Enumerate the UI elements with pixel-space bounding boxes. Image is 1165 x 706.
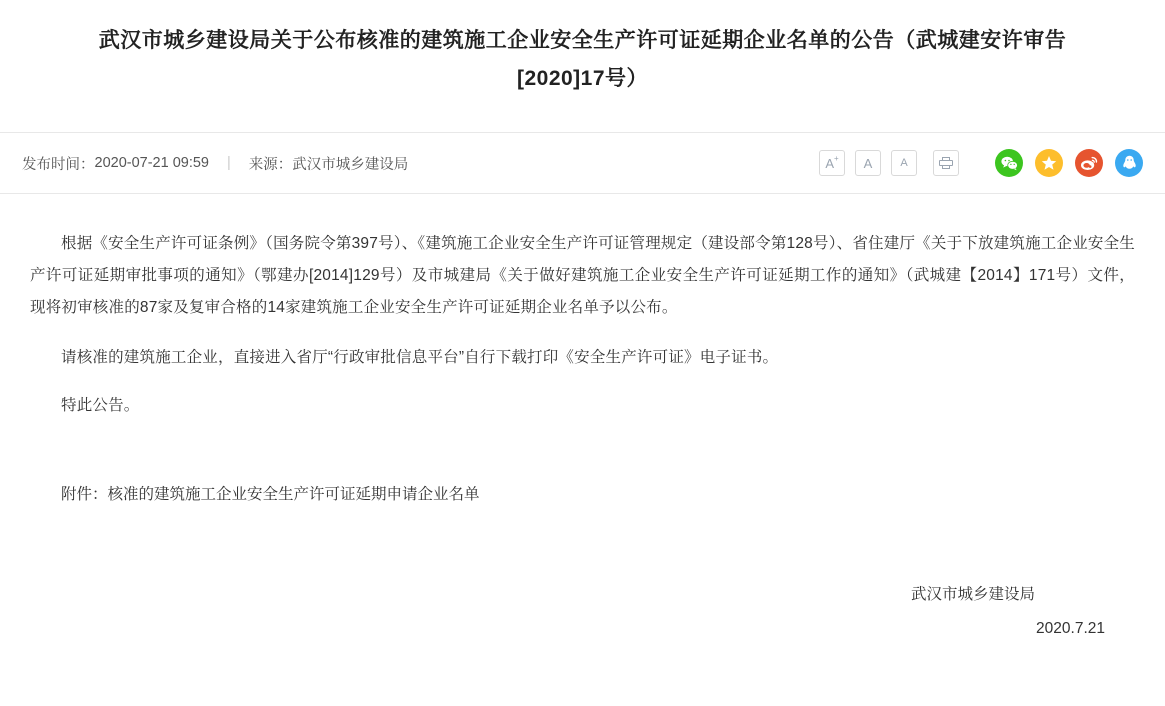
printer-icon [939,157,953,169]
paragraph-2: 请核准的建筑施工企业，直接进入省厅“行政审批信息平台”自行下载打印《安全生产许可证》电子证书。 [61,349,779,366]
share-buttons [995,149,1143,177]
article-meta-bar [0,132,1165,194]
font-size-small-button[interactable] [891,150,917,176]
meta-separator: | [227,155,231,171]
qzone-share-icon[interactable] [1035,149,1063,177]
signature-date: 2020.7.21 [1036,620,1105,637]
print-button[interactable] [933,150,959,176]
meta-right [819,149,1143,177]
publish-time-label: 发布时间： [22,156,95,173]
font-size-large-plus: + [834,154,839,163]
meta-left [22,153,408,174]
article-body [0,194,1165,646]
attachment-line: 附件：核准的建筑施工企业安全生产许可证延期申请企业名单 [61,486,480,503]
font-size-large-button[interactable] [819,150,845,176]
qq-share-icon[interactable] [1115,149,1143,177]
font-size-small-label: A [900,157,908,169]
font-size-large-label: A [825,155,834,171]
font-size-medium-label: A [863,155,873,171]
font-size-medium-button[interactable] [855,150,881,176]
paragraph-1: 根据《安全生产许可证条例》（国务院令第397号）、《建筑施工企业安全生产许可证管理规定（建设部令第128号）、省住建厅《关于下放建筑施工企业安全生产许可证延期审批事项的通知》（鄂建办[2014]129号）及市城建局《关于做好建筑施工企业安全生产许可证延期工作的通知》（武城建【2014】171号）文件，现将初审核准的87家及复审合格的14家建筑施工企业安全生产许可证延期企业名单予以公布。 [30,235,1135,316]
wechat-share-icon[interactable] [995,149,1023,177]
source-label: 来源： [248,156,293,173]
font-size-controls [819,150,959,176]
paragraph-3: 特此公告。 [61,397,140,414]
title-block [0,0,1165,98]
source-value: 武汉市城乡建设局 [292,156,409,173]
weibo-share-icon[interactable] [1075,149,1103,177]
publish-time-value: 2020-07-21 09:59 [94,155,209,171]
page-title: 武汉市城乡建设局关于公布核准的建筑施工企业安全生产许可证延期企业名单的公告（武城建安许审告[2020]17号） [98,29,1067,90]
signature-org: 武汉市城乡建设局 [910,586,1035,603]
